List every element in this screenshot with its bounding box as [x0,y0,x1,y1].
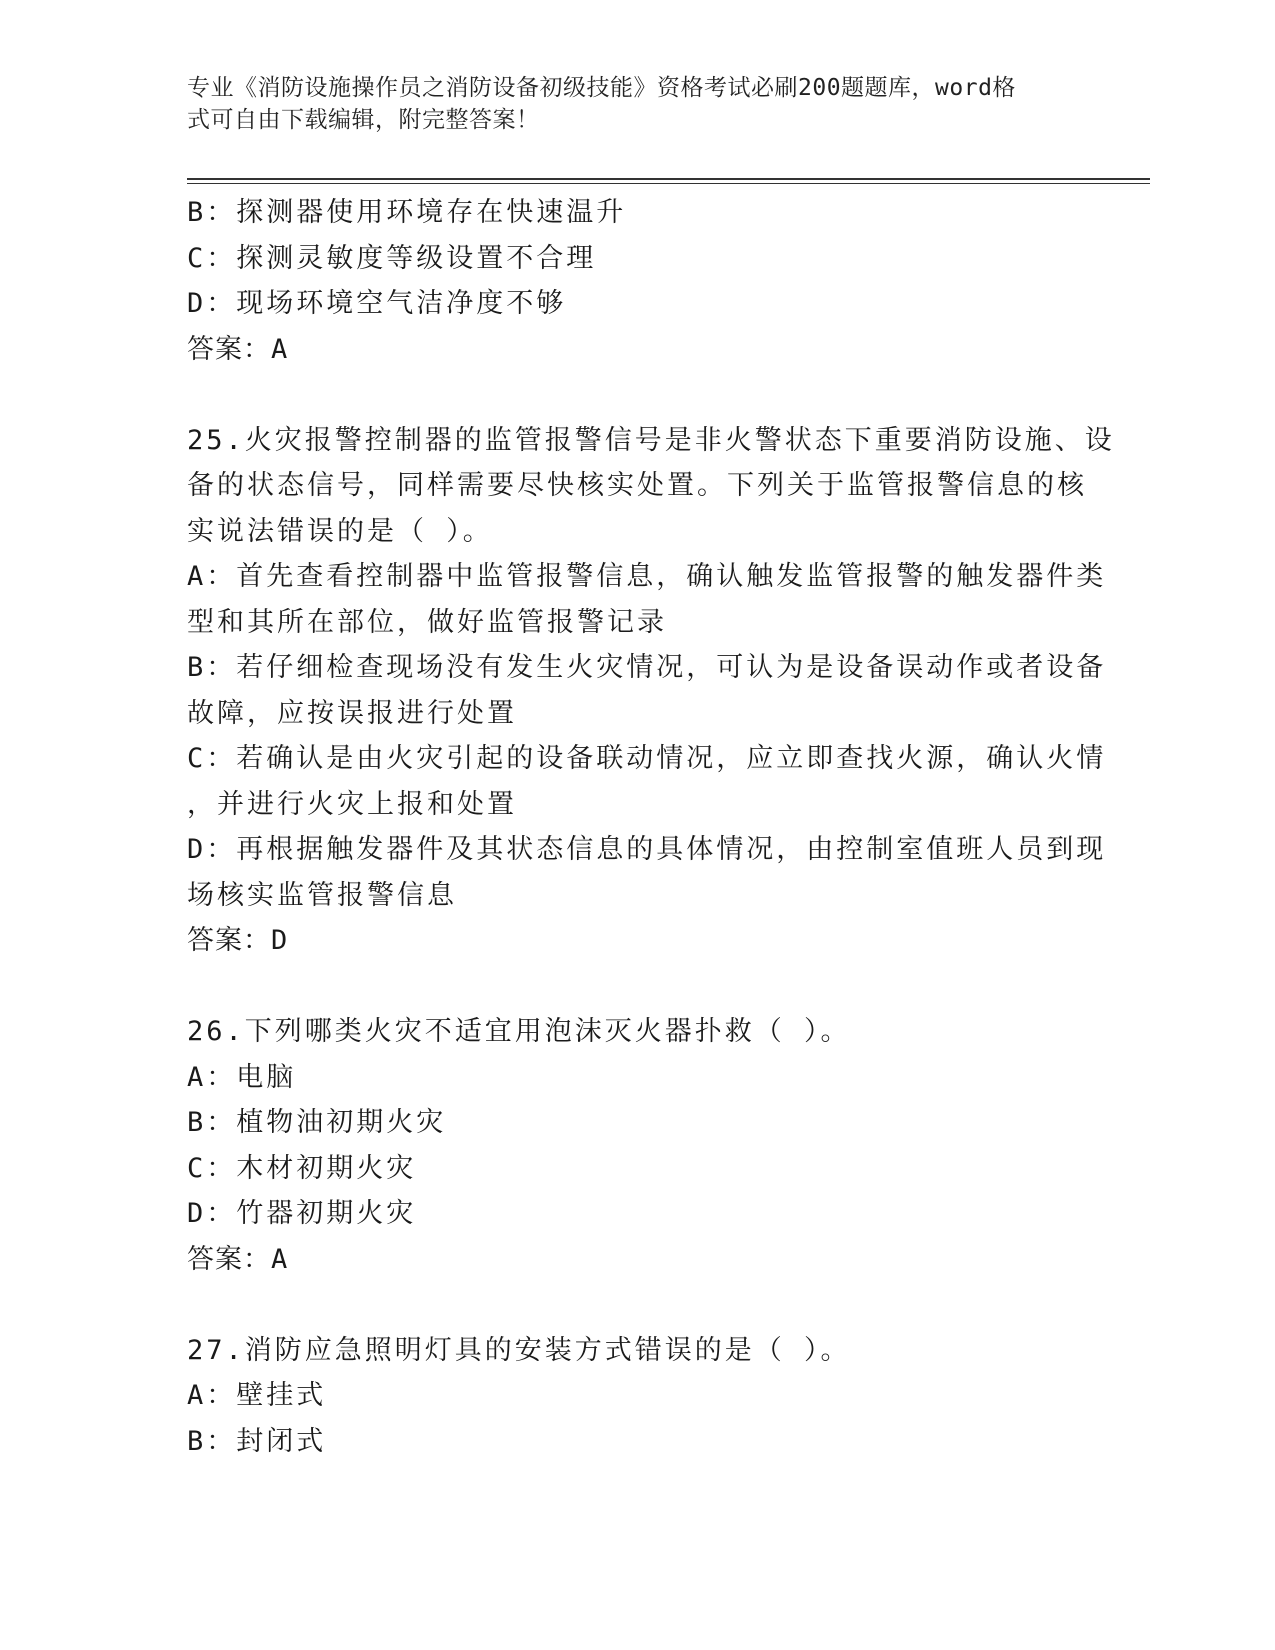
answer: 答案：A [187,1243,289,1275]
header-divider-thin [187,183,1150,184]
option-d: D：现场环境空气洁净度不够 [187,288,567,319]
option-d: D：竹器初期火灾 [187,1198,417,1229]
answer: 答案：D [187,925,289,956]
spacer [187,964,1077,1010]
question-27 [187,1328,1077,1465]
question-stem: 25.火灾报警控制器的监管报警信号是非火警状态下重要消防设施、设 [187,424,1115,456]
option-c: C：探测灵敏度等级设置不合理 [187,242,597,274]
option-b: B：若仔细检查现场没有发生火灾情况，可认为是设备误动作或者设备 [187,652,1107,683]
option-b: B：植物油初期火灾 [187,1107,447,1138]
spacer [187,1282,1077,1328]
option-a: A：首先查看控制器中监管报警信息，确认触发监管报警的触发器件类 [187,561,1107,592]
question-stem: 27.消防应急照明灯具的安装方式错误的是（ ）。 [187,1334,851,1366]
header-line-1: 专业《消防设施操作员之消防设备初级技能》资格考试必刷200题题库，word格 [187,75,1016,101]
question-stem: 26.下列哪类火灾不适宜用泡沫灭火器扑救（ ）。 [187,1016,851,1047]
answer: 答案：A [187,333,289,365]
question-stem: 备的状态信号，同样需要尽快核实处置。下列关于监管报警信息的核 [187,470,1087,501]
spacer [187,372,1077,418]
option-b: B：探测器使用环境存在快速温升 [187,197,627,228]
question-content [187,190,1115,1464]
option-a: A：电脑 [187,1061,297,1093]
option-a-cont: 型和其所在部位，做好监管报警记录 [187,606,667,638]
question-24 [187,190,1077,372]
option-d: D：再根据触发器件及其状态信息的具体情况，由控制室值班人员到现 [187,834,1107,865]
option-c-cont: ，并进行火灾上报和处置 [187,788,517,820]
question-25 [187,418,1115,964]
question-26 [187,1009,1077,1282]
option-b: B：封闭式 [187,1425,327,1457]
option-b-cont: 故障，应按误报进行处置 [187,697,517,729]
header-line-2: 式可自由下载编辑，附完整答案！ [187,107,540,133]
option-d-cont: 场核实监管报警信息 [187,879,457,911]
option-c: C：木材初期火灾 [187,1152,417,1184]
page-header [187,72,1067,136]
option-c: C：若确认是由火灾引起的设备联动情况，应立即查找火源，确认火情 [187,743,1107,774]
option-a: A：壁挂式 [187,1380,327,1411]
question-stem: 实说法错误的是（ ）。 [187,515,493,547]
header-divider-thick [187,178,1150,180]
